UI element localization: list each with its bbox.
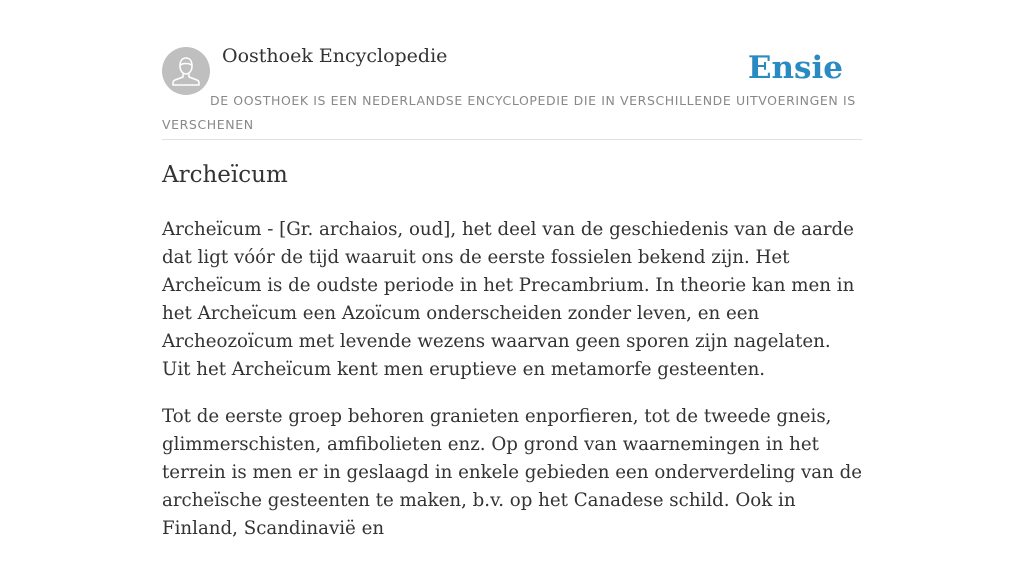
page-container [162,0,863,539]
article-body [162,216,862,562]
article-title: Archeïcum [162,162,288,188]
source-header [162,0,862,140]
source-title[interactable]: Oosthoek Encyclopedie [222,45,448,67]
article-paragraph: Tot de eerste groep behoren granieten enporfieren, tot de tweede gneis, glimmerschisten, amfibolieten enz. Op grond van waarnemingen in het terrein is men er in geslaagd in enkele gebieden een onderverdeling van de archeïsche gesteenten te maken, b.v. op het Canadese schild. Ook in Finland, Scandinavië en [162,406,863,539]
article-paragraph: Archeïcum - [Gr. archaios, oud], het deel van de geschiedenis van de aarde dat ligt vóór de tijd waaruit ons de eerste fossielen bekend zijn. Het Archeïcum is de oudste periode in het Precambrium. In theorie kan men in het Archeïcum een Azoïcum onderscheiden zonder leven, en een Archeozoïcum met levende wezens waarvan geen sporen zijn nagelaten. Uit het Archeïcum kent men eruptieve en metamorfe gesteenten. [162,219,855,380]
avatar[interactable] [162,47,210,95]
source-description: DE OOSTHOEK IS EEN NEDERLANDSE ENCYCLOPEDIE DIE IN VERSCHILLENDE UITVOERINGEN IS VERSCHENEN [162,93,856,132]
user-silhouette-icon [162,47,210,95]
brand-logo[interactable]: Ensie [747,50,843,86]
